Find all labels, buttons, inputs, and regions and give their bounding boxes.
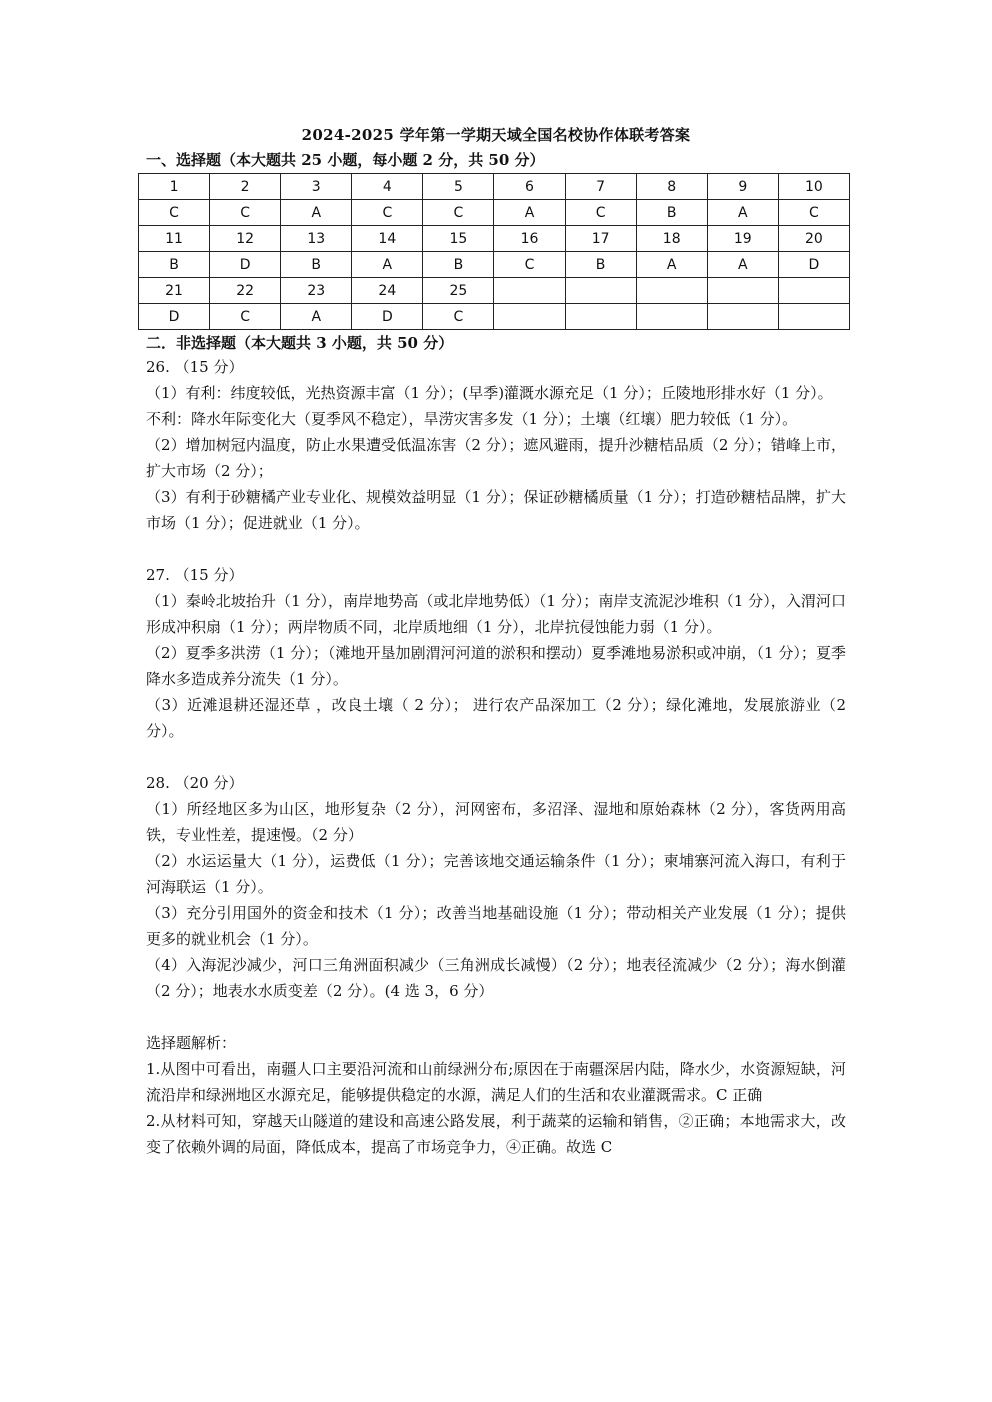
question-28 [146, 770, 846, 1004]
question-number-cell: 20 [778, 226, 849, 252]
answer-cell: A [494, 200, 565, 226]
answer-cell: C [778, 200, 849, 226]
question-number-cell: 10 [778, 174, 849, 200]
question-number-cell: 17 [565, 226, 636, 252]
answer-row [139, 304, 850, 330]
answer-cell: D [352, 304, 423, 330]
answer-cell: A [281, 200, 352, 226]
question-28-line: （3）充分引用国外的资金和技术（1 分）；改善当地基础设施（1 分）；带动相关产业发展（1 分）；提供更多的就业机会（1 分）。 [146, 904, 846, 948]
question-number-cell [707, 278, 778, 304]
question-number-row [139, 174, 850, 200]
question-number-row [139, 278, 850, 304]
answer-cell [707, 304, 778, 330]
question-number-cell: 15 [423, 226, 494, 252]
question-number-cell: 24 [352, 278, 423, 304]
analysis-line: 2.从材料可知，穿越天山隧道的建设和高速公路发展，利于蔬菜的运输和销售，②正确；本地需求大，改变了依赖外调的局面，降低成本，提高了市场竞争力，④正确。故选 C [146, 1112, 846, 1156]
answer-cell: B [139, 252, 210, 278]
section-1-heading: 一、选择题（本大题共 25 小题，每小题 2 分，共 50 分） [146, 151, 545, 169]
document-title: 2024-2025 学年第一学期天域全国名校协作体联考答案 [301, 126, 691, 144]
answer-row [139, 252, 850, 278]
answer-cell [565, 304, 636, 330]
question-number-cell: 1 [139, 174, 210, 200]
question-number-cell: 7 [565, 174, 636, 200]
answer-cell: D [210, 252, 281, 278]
question-number-cell: 4 [352, 174, 423, 200]
question-number-cell: 3 [281, 174, 352, 200]
question-26-line: （2）增加树冠内温度，防止水果遭受低温冻害（2 分）；遮风避雨，提升沙糖桔品质（2 分）；错峰上市，扩大市场（2 分）； [146, 436, 846, 480]
answer-cell: A [636, 252, 707, 278]
answer-cell: C [494, 252, 565, 278]
question-number-cell: 14 [352, 226, 423, 252]
answer-cell: A [352, 252, 423, 278]
question-28-line: （1）所经地区多为山区，地形复杂（2 分），河网密布，多沼泽、湿地和原始森林（2 分），客货两用高铁，专业性差，提速慢。（2 分） [146, 800, 846, 844]
question-26 [146, 354, 846, 536]
question-number-cell: 6 [494, 174, 565, 200]
answer-cell: B [565, 252, 636, 278]
answer-cell: C [210, 304, 281, 330]
answer-cell: A [707, 200, 778, 226]
question-number-cell: 5 [423, 174, 494, 200]
question-26-line: （3）有利于砂糖橘产业专业化、规模效益明显（1 分）；保证砂糖橘质量（1 分）；打造砂糖桔品牌，扩大市场（1 分）；促进就业（1 分）。 [146, 488, 846, 532]
answer-cell: B [636, 200, 707, 226]
question-number-cell [636, 278, 707, 304]
question-28-line: （2）水运运量大（1 分），运费低（1 分）；完善该地交通运输条件（1 分）；柬埔寨河流入海口，有利于河海联运（1 分）。 [146, 852, 846, 896]
answer-cell: A [707, 252, 778, 278]
choice-analysis [146, 1030, 846, 1160]
question-27-heading: 27. （15 分） [146, 566, 244, 584]
question-number-cell: 19 [707, 226, 778, 252]
question-27-line: （3）近滩退耕还湿还草 ，改良土壤（ 2 分）； 进行农产品深加工（2 分）；绿化滩地，发展旅游业（2 分）。 [146, 696, 846, 740]
question-number-cell: 18 [636, 226, 707, 252]
answer-table [138, 173, 850, 330]
question-26-line: 不利：降水年际变化大（夏季风不稳定），旱涝灾害多发（1 分）；土壤（红壤）肥力较低（1 分）。 [146, 410, 798, 428]
analysis-heading: 选择题解析： [146, 1034, 237, 1052]
question-number-cell: 16 [494, 226, 565, 252]
answer-cell: C [565, 200, 636, 226]
question-number-cell: 22 [210, 278, 281, 304]
question-number-cell: 12 [210, 226, 281, 252]
question-number-cell: 8 [636, 174, 707, 200]
answer-cell: D [139, 304, 210, 330]
answer-cell: A [281, 304, 352, 330]
question-number-cell: 2 [210, 174, 281, 200]
question-number-cell: 25 [423, 278, 494, 304]
question-28-line: （4）入海泥沙减少，河口三角洲面积减少（三角洲成长减慢）（2 分）；地表径流减少（2 分）；海水倒灌（2 分）；地表水水质变差（2 分）。(4 选 3，6 分） [146, 956, 846, 1000]
question-number-cell: 11 [139, 226, 210, 252]
answer-cell: B [281, 252, 352, 278]
answer-cell [778, 304, 849, 330]
question-27-line: （2）夏季多洪涝（1 分）；（滩地开垦加剧渭河河道的淤积和摆动）夏季滩地易淤积或冲崩，（1 分）；夏季降水多造成养分流失（1 分）。 [146, 644, 846, 688]
answer-cell: C [423, 304, 494, 330]
question-number-cell: 21 [139, 278, 210, 304]
question-26-line: （1）有利：纬度较低，光热资源丰富（1 分）；(早季)灌溉水源充足（1 分）；丘陵地形排水好（1 分）。 [146, 384, 833, 402]
question-28-heading: 28. （20 分） [146, 774, 244, 792]
answer-row [139, 200, 850, 226]
answer-cell: C [210, 200, 281, 226]
answer-cell: D [778, 252, 849, 278]
question-27 [146, 562, 846, 744]
question-number-cell: 23 [281, 278, 352, 304]
question-number-cell: 9 [707, 174, 778, 200]
answer-cell [636, 304, 707, 330]
question-number-cell [494, 278, 565, 304]
section-2-heading: 二．非选择题（本大题共 3 小题，共 50 分） [146, 334, 454, 352]
question-26-heading: 26. （15 分） [146, 358, 244, 376]
analysis-line: 1.从图中可看出，南疆人口主要沿河流和山前绿洲分布;原因在于南疆深居内陆，降水少，水资源短缺，河流沿岸和绿洲地区水源充足，能够提供稳定的水源，满足人们的生活和农业灌溉需求。C 正确 [146, 1060, 846, 1104]
question-27-line: （1）秦岭北坡抬升（1 分），南岸地势高（或北岸地势低）（1 分）；南岸支流泥沙堆积（1 分），入渭河口形成冲积扇（1 分）；两岸物质不同，北岸质地细（1 分），北岸抗侵蚀能力弱（1 分）。 [146, 592, 846, 636]
answer-cell: C [352, 200, 423, 226]
answer-cell: C [139, 200, 210, 226]
question-number-cell [778, 278, 849, 304]
answer-cell [494, 304, 565, 330]
answer-cell: B [423, 252, 494, 278]
answer-cell: C [423, 200, 494, 226]
question-number-row [139, 226, 850, 252]
question-number-cell: 13 [281, 226, 352, 252]
question-number-cell [565, 278, 636, 304]
answer-document [146, 124, 846, 1160]
